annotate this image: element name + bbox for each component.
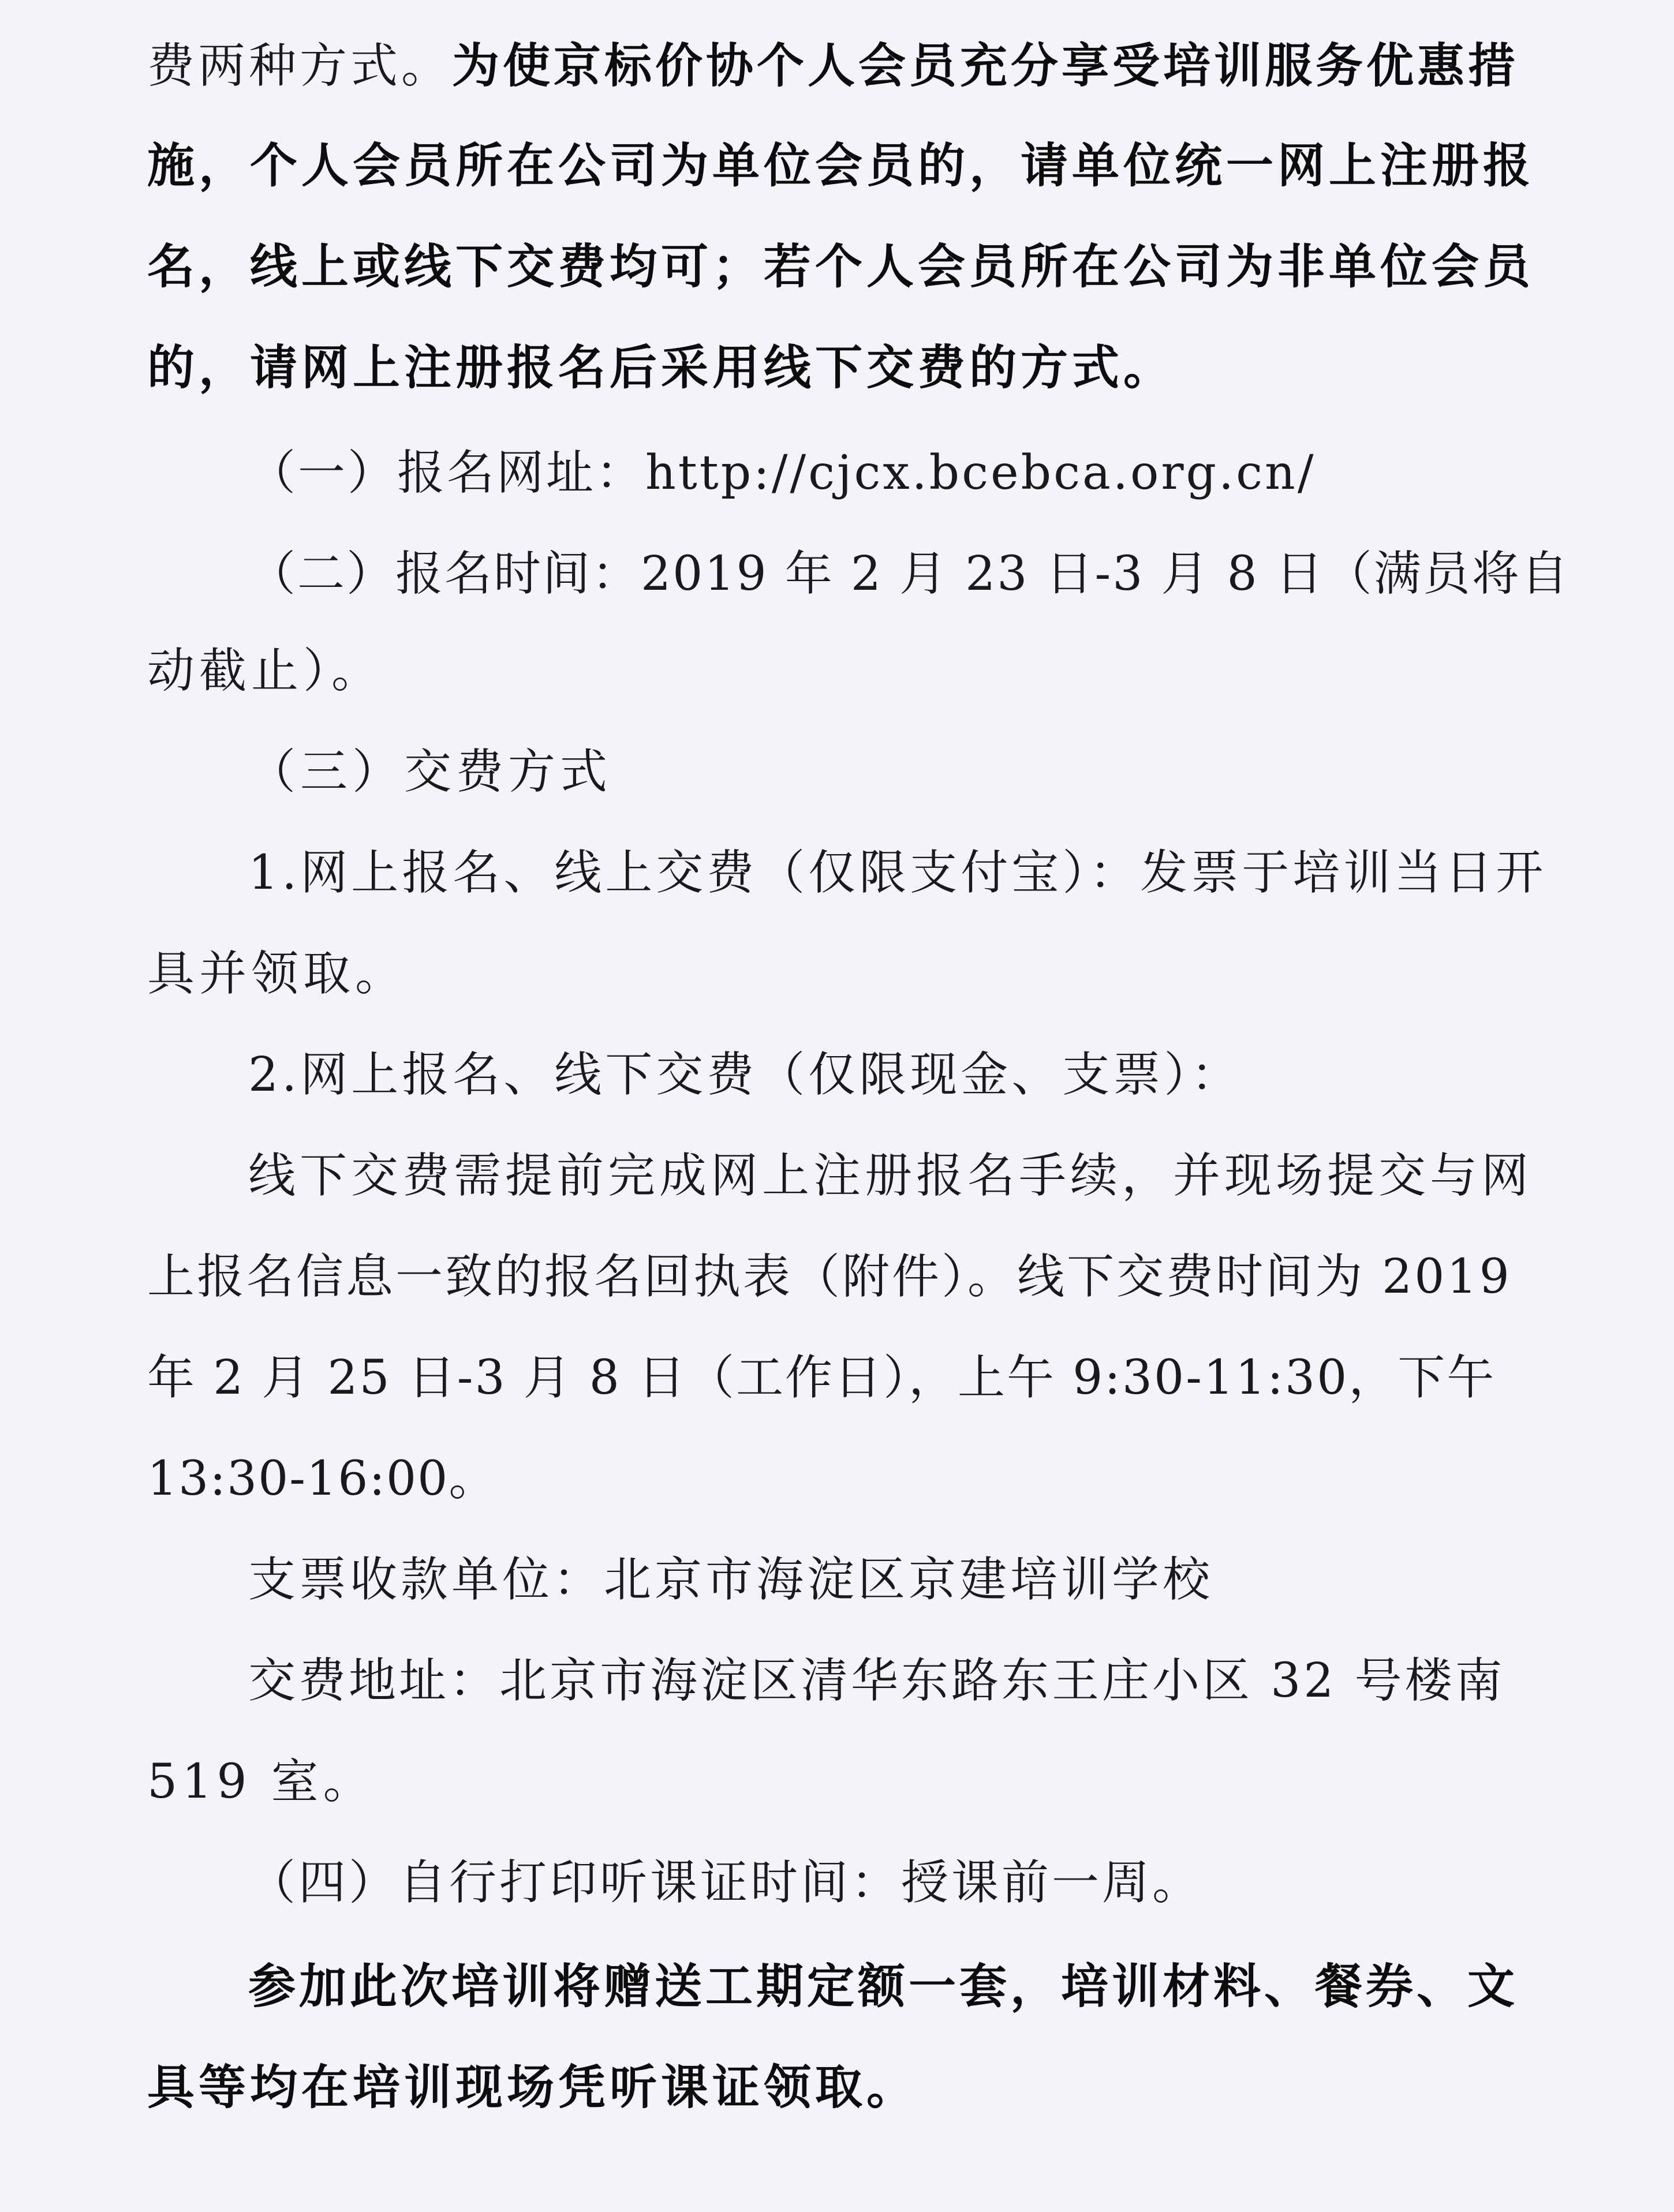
offline-payment-desc-1: 线下交费需提前完成网上注册报名手续，并现场提交与网	[248, 1148, 1533, 1203]
signup-url-line: （一）报名网址：http://cjcx.bcebca.org.cn/	[248, 446, 1316, 500]
paragraph-line-3: 名，线上或线下交费均可；若个人会员所在公司为非单位会员	[147, 239, 1535, 294]
paragraph-line-1	[147, 38, 1538, 95]
signup-time-line: （二）报名时间：2019 年 2 月 23 日-3 月 8 日（满员将自	[248, 547, 1570, 601]
offline-payment-line: 2.网上报名、线下交费（仅限现金、支票）：	[248, 1047, 1242, 1102]
check-payee-line: 支票收款单位：北京市海淀区京建培训学校	[248, 1552, 1214, 1607]
offline-payment-desc-2: 上报名信息一致的报名回执表（附件）。线下交费时间为 2019	[147, 1249, 1512, 1304]
gift-notice-line-1: 参加此次培训将赠送工期定额一套，培训材料、餐券、文	[248, 1959, 1519, 2014]
signup-time-line-cont: 动截止）。	[147, 643, 384, 698]
line-1-bold-text: 为使京标价协个人会员充分享受培训服务优惠措	[452, 39, 1519, 93]
paragraph-line-4: 的，请网上注册报名后采用线下交费的方式。	[147, 340, 1175, 395]
payment-address-line-cont: 519 室。	[147, 1754, 375, 1809]
gift-notice-line-2: 具等均在培训现场凭听课证领取。	[147, 2060, 918, 2115]
paragraph-line-2: 施，个人会员所在公司为单位会员的，请单位统一网上注册报	[147, 139, 1535, 193]
online-payment-line-cont: 具并领取。	[147, 946, 408, 1001]
offline-payment-desc-4: 13:30-16:00。	[147, 1451, 498, 1506]
offline-payment-desc-3: 年 2 月 25 日-3 月 8 日（工作日），上午 9:30-11:30，下午	[147, 1350, 1496, 1405]
line-1-regular-text: 费两种方式。	[147, 39, 453, 93]
online-payment-line: 1.网上报名、线上交费（仅限支付宝）：发票于培训当日开	[248, 845, 1547, 900]
payment-address-line: 交费地址：北京市海淀区清华东路东王庄小区 32 号楼南	[248, 1653, 1505, 1708]
print-pass-time-line: （四）自行打印听课证时间：授课前一周。	[248, 1855, 1203, 1910]
payment-method-heading: （三）交费方式	[248, 744, 612, 799]
